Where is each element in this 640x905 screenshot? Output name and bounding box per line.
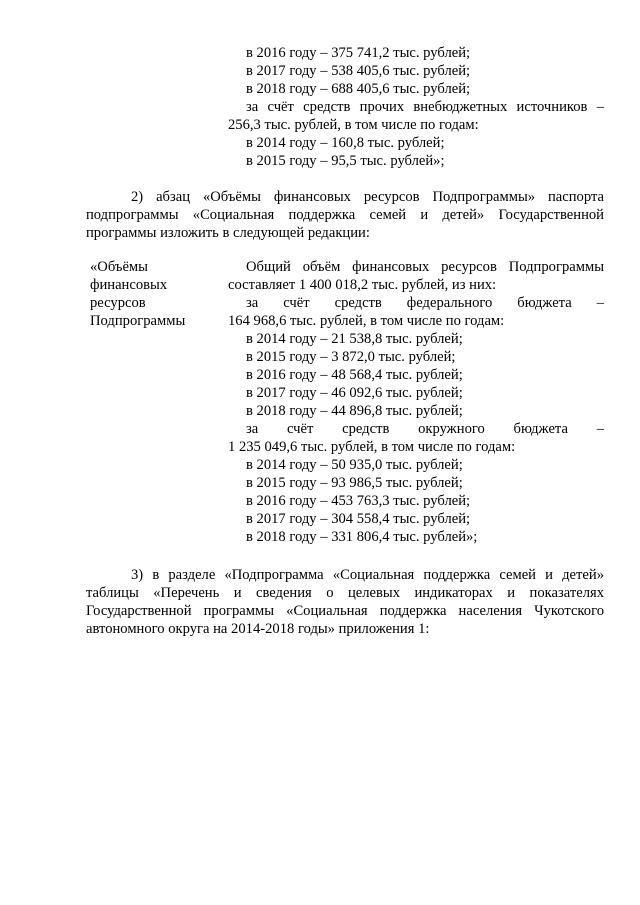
paragraph-line: автономного округа на 2014-2018 годы» приложения 1:: [86, 621, 430, 637]
paragraph-line: подпрограммы «Социальная поддержка семей и детей» Государственной: [86, 207, 604, 223]
table-right-line: в 2017 году – 46 092,6 тыс. рублей;: [246, 385, 463, 401]
table-right-line: в 2014 году – 50 935,0 тыс. рублей;: [246, 457, 463, 473]
table-right-line: в 2015 году – 3 872,0 тыс. рублей;: [246, 349, 456, 365]
table-right-line: в 2017 году – 304 558,4 тыс. рублей;: [246, 511, 471, 527]
text-line: в 2014 году – 160,8 тыс. рублей;: [246, 135, 445, 151]
table-right-line: за счёт средств окружного бюджета –: [246, 421, 604, 437]
table-right-line: 164 968,6 тыс. рублей, в том числе по годам:: [228, 313, 505, 329]
table-right-line: в 2016 году – 453 763,3 тыс. рублей;: [246, 493, 471, 509]
table-left-line: «Объёмы: [90, 259, 148, 275]
paragraph-line: 3) в разделе «Подпрограмма «Социальная поддержка семей и детей»: [131, 567, 604, 583]
table-right-line: 1 235 049,6 тыс. рублей, в том числе по годам:: [228, 439, 516, 455]
text-line: в 2015 году – 95,5 тыс. рублей»;: [246, 153, 445, 169]
table-left-line: ресурсов: [90, 295, 146, 311]
table-left-line: Подпрограммы: [90, 313, 186, 329]
text-line: в 2017 году – 538 405,6 тыс. рублей;: [246, 63, 471, 79]
text-line: в 2018 году – 688 405,6 тыс. рублей;: [246, 81, 471, 97]
table-right-line: за счёт средств федерального бюджета –: [246, 295, 604, 311]
paragraph-line: таблицы «Перечень и сведения о целевых индикаторах и показателях: [86, 585, 604, 601]
table-right-line: в 2018 году – 331 806,4 тыс. рублей»;: [246, 529, 478, 545]
table-left-line: финансовых: [90, 277, 168, 293]
table-right-line: в 2015 году – 93 986,5 тыс. рублей;: [246, 475, 463, 491]
text-line: в 2016 году – 375 741,2 тыс. рублей;: [246, 45, 471, 61]
text-line: за счёт средств прочих внебюджетных источников –: [246, 99, 604, 115]
table-right-line: в 2014 году – 21 538,8 тыс. рублей;: [246, 331, 463, 347]
table-right-line: составляет 1 400 018,2 тыс. рублей, из них:: [228, 277, 497, 293]
table-right-line: Общий объём финансовых ресурсов Подпрограммы: [246, 259, 604, 275]
text-line: 256,3 тыс. рублей, в том числе по годам:: [228, 117, 479, 133]
paragraph-line: 2) абзац «Объёмы финансовых ресурсов Подпрограммы» паспорта: [131, 189, 604, 205]
paragraph-line: Государственной программы «Социальная поддержка населения Чукотского: [86, 603, 604, 619]
paragraph-line: программы изложить в следующей редакции:: [86, 225, 370, 241]
table-right-line: в 2018 году – 44 896,8 тыс. рублей;: [246, 403, 463, 419]
table-right-line: в 2016 году – 48 568,4 тыс. рублей;: [246, 367, 463, 383]
